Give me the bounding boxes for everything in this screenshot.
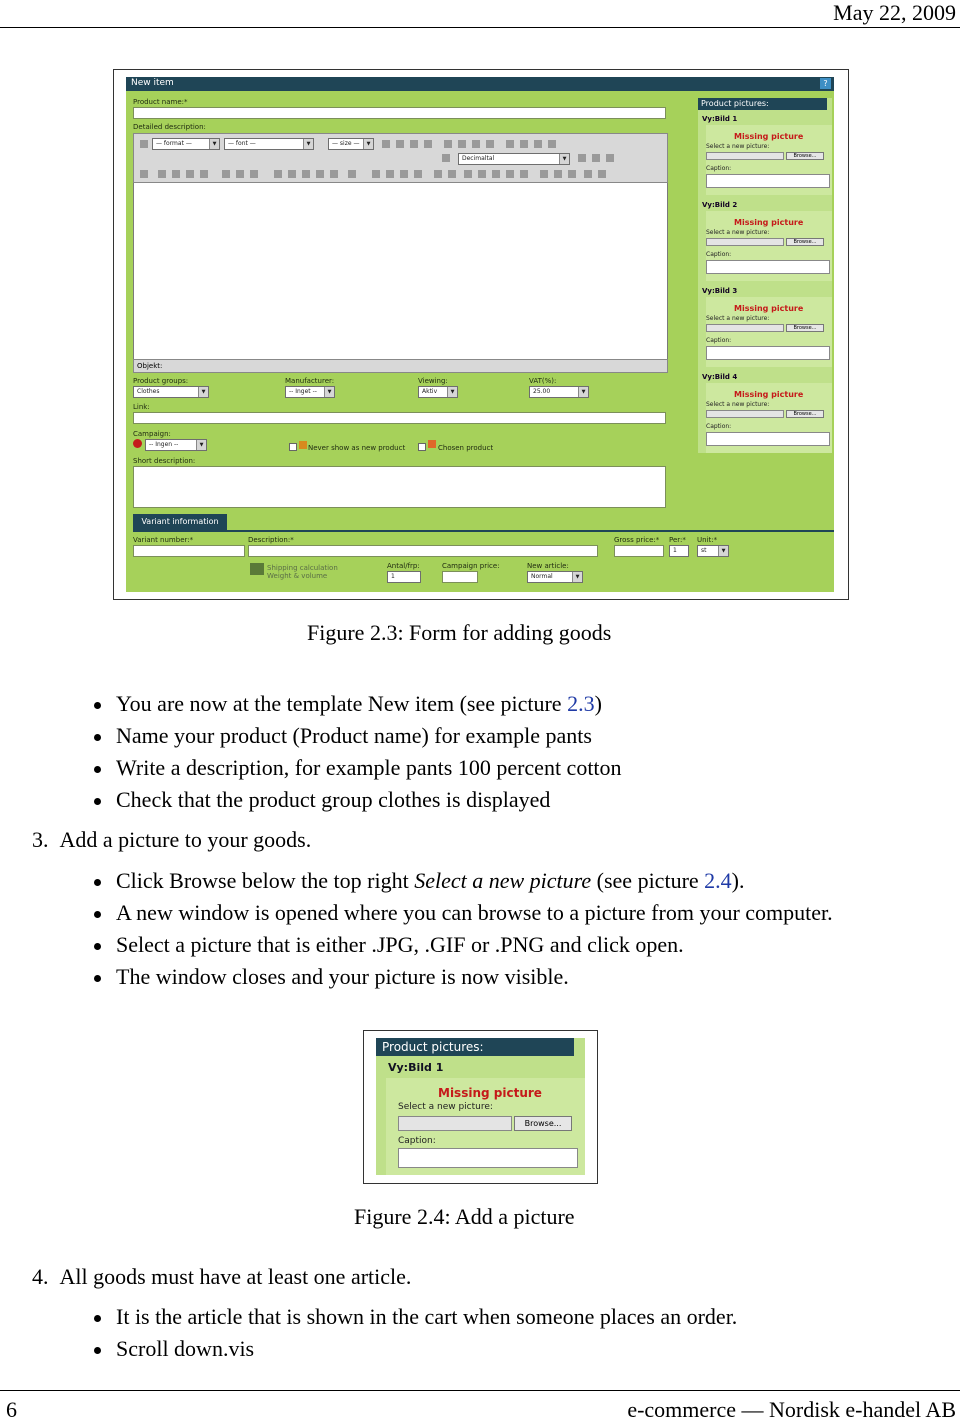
vat-select[interactable]: 25.00 ▼ xyxy=(529,386,589,398)
bullet-icon xyxy=(94,702,101,709)
new-article-select[interactable]: Normal ▼ xyxy=(527,571,583,583)
smiley-icon[interactable] xyxy=(302,170,310,178)
variant-divider xyxy=(133,530,834,532)
product-groups-label: Product groups: xyxy=(133,377,189,385)
align-left-icon[interactable] xyxy=(506,140,514,148)
figure-2-4-caption: Figure 2.4: Add a picture xyxy=(354,1204,575,1229)
browse-button[interactable]: Browse... xyxy=(786,410,824,418)
picture-slot-1 xyxy=(706,125,832,195)
manufacturer-select[interactable]: -- Inget -- ▼ xyxy=(285,386,335,398)
file-input[interactable] xyxy=(706,324,784,332)
ins-icon[interactable] xyxy=(492,170,500,178)
chevron-down-icon: ▼ xyxy=(559,154,569,164)
file-input[interactable] xyxy=(398,1116,512,1131)
outdent-icon[interactable] xyxy=(592,154,600,162)
format-select[interactable]: — format — ▼ xyxy=(152,138,220,150)
header-rule xyxy=(0,27,960,28)
attribs-icon[interactable] xyxy=(520,170,528,178)
indent-icon[interactable] xyxy=(606,154,614,162)
window-titlebar xyxy=(126,77,834,91)
chevron-down-icon: ▼ xyxy=(198,387,208,397)
source-icon[interactable] xyxy=(140,140,148,148)
select-new-picture-text: Select a new picture: xyxy=(706,143,770,150)
layer-icon[interactable] xyxy=(400,170,408,178)
campaign-label: Campaign: xyxy=(133,430,171,438)
antal-input[interactable]: 1 xyxy=(387,571,421,583)
bullet-list-icon[interactable] xyxy=(578,154,586,162)
image-icon[interactable] xyxy=(172,170,180,178)
bullet-icon xyxy=(94,943,101,950)
blockquote-icon[interactable] xyxy=(598,170,606,178)
file-input[interactable] xyxy=(706,410,784,418)
select-new-picture-text: Select a new picture: xyxy=(706,315,770,322)
manufacturer-label: Manufacturer: xyxy=(285,377,335,385)
picture-label-4: Vy:Bild 4 xyxy=(702,373,738,381)
picture-label-3: Vy:Bild 3 xyxy=(702,287,738,295)
caption-label: Caption: xyxy=(706,165,732,172)
list-item: You are now at the template New item (see picture 2.3) xyxy=(116,691,602,717)
list-item: Check that the product group clothes is displayed xyxy=(116,787,550,813)
caption-label: Caption: xyxy=(706,423,732,430)
figure-2-3-screenshot xyxy=(113,69,849,600)
viewing-label: Viewing: xyxy=(418,377,448,385)
select-new-picture-text: Select a new picture: xyxy=(398,1102,493,1112)
caption-input[interactable] xyxy=(706,260,830,274)
search-icon[interactable] xyxy=(274,170,282,178)
abbr-icon[interactable] xyxy=(478,170,486,178)
bullet-icon xyxy=(94,734,101,741)
product-pictures-header: Product pictures: xyxy=(698,98,827,110)
detailed-description-label: Detailed description: xyxy=(133,123,206,131)
per-label: Per:* xyxy=(669,536,686,544)
missing-picture-text: Missing picture xyxy=(734,218,804,227)
short-description-label: Short description: xyxy=(133,457,196,465)
never-show-label: Never show as new product xyxy=(308,444,406,452)
decimal-select[interactable]: Decimaltal ▼ xyxy=(458,153,570,165)
preview-icon[interactable] xyxy=(330,170,338,178)
template-icon[interactable] xyxy=(584,170,592,178)
italic-icon[interactable] xyxy=(396,140,404,148)
list-item: The window closes and your picture is now visible. xyxy=(116,964,569,990)
caption-label: Caption: xyxy=(706,337,732,344)
browse-button[interactable]: Browse... xyxy=(786,324,824,332)
picture-label-2: Vy:Bild 2 xyxy=(702,201,738,209)
underline-icon[interactable] xyxy=(410,140,418,148)
missing-picture-text: Missing picture xyxy=(734,304,804,313)
step-3: 3. Add a picture to your goods. xyxy=(32,827,312,852)
align-center-icon[interactable] xyxy=(520,140,528,148)
list-item: Name your product (Product name) for example pants xyxy=(116,723,592,749)
chevron-down-icon: ▼ xyxy=(196,440,206,450)
page-number: 6 xyxy=(6,1397,17,1422)
weight-volume-text: Weight & volume xyxy=(267,572,328,580)
bullet-icon xyxy=(94,911,101,918)
list-item: Write a description, for example pants 100 percent cotton xyxy=(116,755,622,781)
tab-variant-information[interactable]: Variant information xyxy=(133,514,227,530)
chevron-down-icon: ▼ xyxy=(718,546,728,556)
chevron-down-icon: ▼ xyxy=(363,139,373,149)
per-input[interactable]: 1 xyxy=(669,545,689,557)
table-icon[interactable] xyxy=(200,170,208,178)
product-pictures-header: Product pictures: xyxy=(376,1038,574,1056)
chosen-product-icon xyxy=(428,440,436,448)
list-item: A new window is opened where you can browse to a picture from your computer. xyxy=(116,900,833,926)
bullet-icon xyxy=(94,1347,101,1354)
window-title: New item xyxy=(131,78,174,88)
variant-number-input[interactable] xyxy=(133,545,245,557)
file-input[interactable] xyxy=(706,152,784,160)
nonbreaking-icon[interactable] xyxy=(554,170,562,178)
unit-label: Unit:* xyxy=(697,536,718,544)
undo-icon[interactable] xyxy=(222,170,230,178)
file-input[interactable] xyxy=(706,238,784,246)
figure-2-4-screenshot xyxy=(363,1030,598,1184)
chevron-down-icon: ▼ xyxy=(209,139,219,149)
campaign-icon xyxy=(133,439,142,448)
chosen-product-checkbox[interactable] xyxy=(418,443,426,451)
hr-icon[interactable] xyxy=(140,170,148,178)
footer-rule xyxy=(0,1390,960,1391)
picture-label-1: Vy:Bild 1 xyxy=(388,1061,444,1074)
figure-reference-link[interactable]: 2.4 xyxy=(704,868,732,893)
bold-icon[interactable] xyxy=(382,140,390,148)
size-select[interactable]: — size — ▼ xyxy=(328,138,374,150)
picture-label-1: Vy:Bild 1 xyxy=(702,115,738,123)
anchor-icon[interactable] xyxy=(158,170,166,178)
sub-icon[interactable] xyxy=(434,170,442,178)
figure-2-3-caption: Figure 2.3: Form for adding goods xyxy=(307,620,612,645)
caption-label: Caption: xyxy=(706,251,732,258)
page-header-date: May 22, 2009 xyxy=(833,0,956,25)
chevron-down-icon: ▼ xyxy=(447,387,457,397)
product-pictures-panel-zoom xyxy=(376,1038,585,1175)
browse-button[interactable]: Browse... xyxy=(514,1116,572,1131)
strike-icon[interactable] xyxy=(424,140,432,148)
unit-select[interactable]: st ▼ xyxy=(697,545,729,557)
fullscreen-icon[interactable] xyxy=(250,170,258,178)
cite-icon[interactable] xyxy=(464,170,472,178)
list-item: It is the article that is shown in the cart when someone places an order. xyxy=(116,1304,737,1330)
media-icon[interactable] xyxy=(186,170,194,178)
missing-picture-text: Missing picture xyxy=(734,390,804,399)
campaign-select[interactable]: -- Ingen -- ▼ xyxy=(145,439,207,451)
list-item: Select a picture that is either .JPG, .GIF or .PNG and click open. xyxy=(116,932,684,958)
shipping-calculation-text: Shipping calculation xyxy=(267,564,338,572)
char-icon[interactable] xyxy=(316,170,324,178)
gross-price-input[interactable] xyxy=(614,545,664,557)
product-pictures-panel xyxy=(698,98,832,453)
figure-reference-link[interactable]: 2.3 xyxy=(567,691,595,716)
spell-icon[interactable] xyxy=(444,140,452,148)
short-description-input[interactable] xyxy=(133,466,666,508)
bullet-icon xyxy=(94,1315,101,1322)
list-item: Scroll down.vis xyxy=(116,1336,254,1362)
chevron-down-icon: ▼ xyxy=(578,387,588,397)
picture-slot-2 xyxy=(706,211,832,281)
visual-aid-icon[interactable] xyxy=(540,170,548,178)
never-show-checkbox[interactable] xyxy=(289,443,297,451)
caption-input[interactable] xyxy=(706,432,830,446)
select-new-picture-text: Select a new picture: xyxy=(706,229,770,236)
text-color-icon[interactable] xyxy=(458,140,466,148)
picture-slot-4 xyxy=(706,383,832,453)
new-article-label: New article: xyxy=(527,562,569,570)
missing-picture-text: Missing picture xyxy=(438,1086,542,1100)
footer-title: e-commerce — Nordisk e-handel AB xyxy=(627,1397,956,1422)
remove-icon[interactable] xyxy=(486,140,494,148)
browse-button[interactable]: Browse... xyxy=(786,152,824,160)
bullet-icon xyxy=(94,766,101,773)
caption-input[interactable] xyxy=(706,346,830,360)
sup-icon[interactable] xyxy=(448,170,456,178)
picture-slot-1 xyxy=(386,1078,585,1175)
product-group-select[interactable]: Clothes ▼ xyxy=(133,386,209,398)
missing-picture-text: Missing picture xyxy=(734,132,804,141)
replace-icon[interactable] xyxy=(288,170,296,178)
browse-button[interactable]: Browse... xyxy=(786,238,824,246)
unlink-icon[interactable] xyxy=(386,170,394,178)
variant-description-input[interactable] xyxy=(248,545,598,557)
campaign-price-label: Campaign price: xyxy=(442,562,500,570)
select-new-picture-text: Select a new picture: xyxy=(706,401,770,408)
del-icon[interactable] xyxy=(506,170,514,178)
chosen-product-label: Chosen product xyxy=(438,444,494,452)
list-item: Click Browse below the top right Select a new picture (see picture 2.4). xyxy=(116,868,744,894)
bullet-icon xyxy=(94,975,101,982)
chevron-down-icon: ▼ xyxy=(324,387,334,397)
editor-toolbar xyxy=(133,133,668,183)
pagebreak-icon[interactable] xyxy=(568,170,576,178)
caption-label: Caption: xyxy=(398,1136,436,1146)
justify-icon[interactable] xyxy=(548,140,556,148)
bullet-icon xyxy=(94,798,101,805)
caption-input[interactable] xyxy=(706,174,830,188)
link-icon[interactable] xyxy=(372,170,380,178)
redo-icon[interactable] xyxy=(236,170,244,178)
caption-input[interactable] xyxy=(398,1148,578,1168)
chevron-down-icon: ▼ xyxy=(572,572,582,582)
picture-slot-3 xyxy=(706,297,832,367)
chevron-down-icon: ▼ xyxy=(303,139,313,149)
shipping-icon xyxy=(250,563,264,575)
list-icon[interactable] xyxy=(442,154,450,162)
link-label: Link: xyxy=(133,403,150,411)
product-name-label: Product name:* xyxy=(133,98,188,106)
antal-label: Antal/frp: xyxy=(387,562,420,570)
viewing-select[interactable]: Aktiv ▼ xyxy=(418,386,458,398)
vat-label: VAT(%): xyxy=(529,377,557,385)
editor-statusbar: Objekt: xyxy=(133,359,668,373)
gross-price-label: Gross price:* xyxy=(614,536,660,544)
link-input[interactable] xyxy=(133,412,666,424)
campaign-price-input[interactable] xyxy=(442,571,478,583)
help-icon[interactable]: ? xyxy=(820,78,831,89)
style-icon[interactable] xyxy=(414,170,422,178)
variant-description-label: Description:* xyxy=(248,536,294,544)
font-select[interactable]: — font — ▼ xyxy=(224,138,314,150)
align-right-icon[interactable] xyxy=(534,140,542,148)
clear-format-icon[interactable] xyxy=(472,140,480,148)
product-name-input[interactable] xyxy=(133,107,666,119)
new-item-form xyxy=(126,77,834,592)
print-icon[interactable] xyxy=(348,170,356,178)
bullet-icon xyxy=(94,879,101,886)
new-product-icon xyxy=(299,441,307,449)
step-4: 4. All goods must have at least one article. xyxy=(32,1264,412,1289)
variant-number-label: Variant number:* xyxy=(133,536,194,544)
